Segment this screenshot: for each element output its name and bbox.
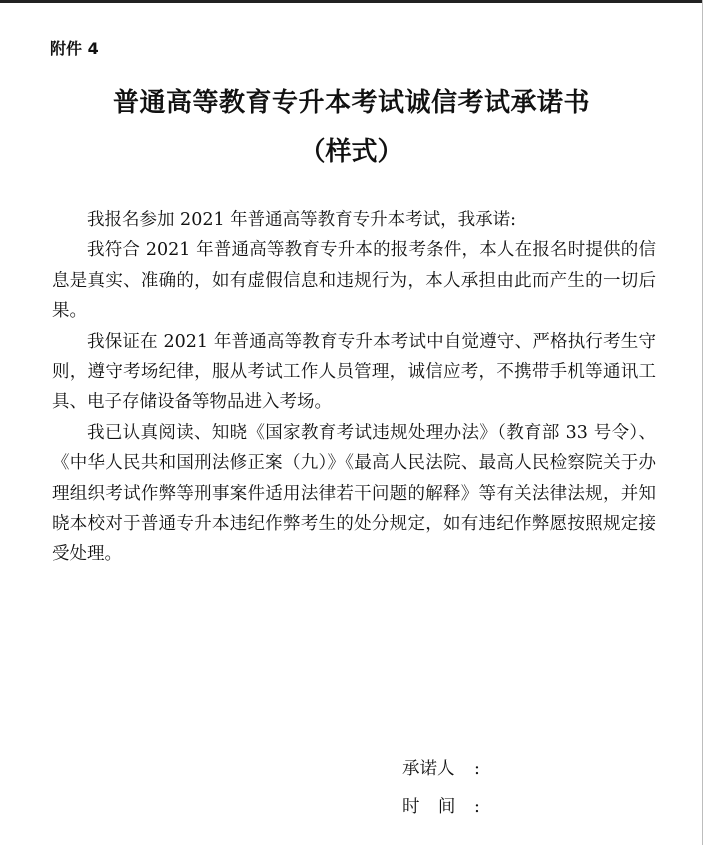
signature-promiser-line — [402, 757, 600, 781]
promiser-label: 承诺人 — [402, 759, 455, 779]
time-colon: : — [474, 797, 480, 817]
paragraph-exam-conduct: 我保证在 2021 年普通高等教育专升本考试中自觉遵守、严格执行考生守则，遵守考场纪律，服从考试工作人员管理，诚信应考，不携带手机等通讯工具、电子存储设备等物品进入考场。 — [52, 331, 656, 413]
attachment-label: 附件 4 — [50, 39, 99, 58]
document-body — [52, 205, 656, 570]
document-subtitle: （样式） — [299, 137, 404, 167]
time-label: 时间 — [402, 797, 474, 817]
signature-time-line — [402, 795, 600, 819]
paragraph-regulations: 我已认真阅读、知晓《国家教育考试违规处理办法》（教育部 33 号令）、《中华人民共和国刑法修正案（九）》《最高人民法院、最高人民检察院关于办理组织考试作弊等刑事案件适用法律若干问题的解释》等有关法律法规，并知晓本校对于普通专升本违纪作弊考生的处分规定，如有违纪作弊愿按照规定接受处理。 — [52, 422, 656, 565]
top-border-rule — [0, 0, 703, 3]
paragraph-registration: 我报名参加 2021 年普通高等教育专升本考试，我承诺: — [87, 210, 517, 230]
promiser-colon: : — [474, 759, 480, 779]
paragraph-eligibility: 我符合 2021 年普通高等教育专升本的报考条件，本人在报名时提供的信息是真实、准确的，如有虚假信息和违规行为，本人承担由此而产生的一切后果。 — [52, 240, 656, 322]
document-title: 普通高等教育专升本考试诚信考试承诺书 — [112, 88, 590, 118]
